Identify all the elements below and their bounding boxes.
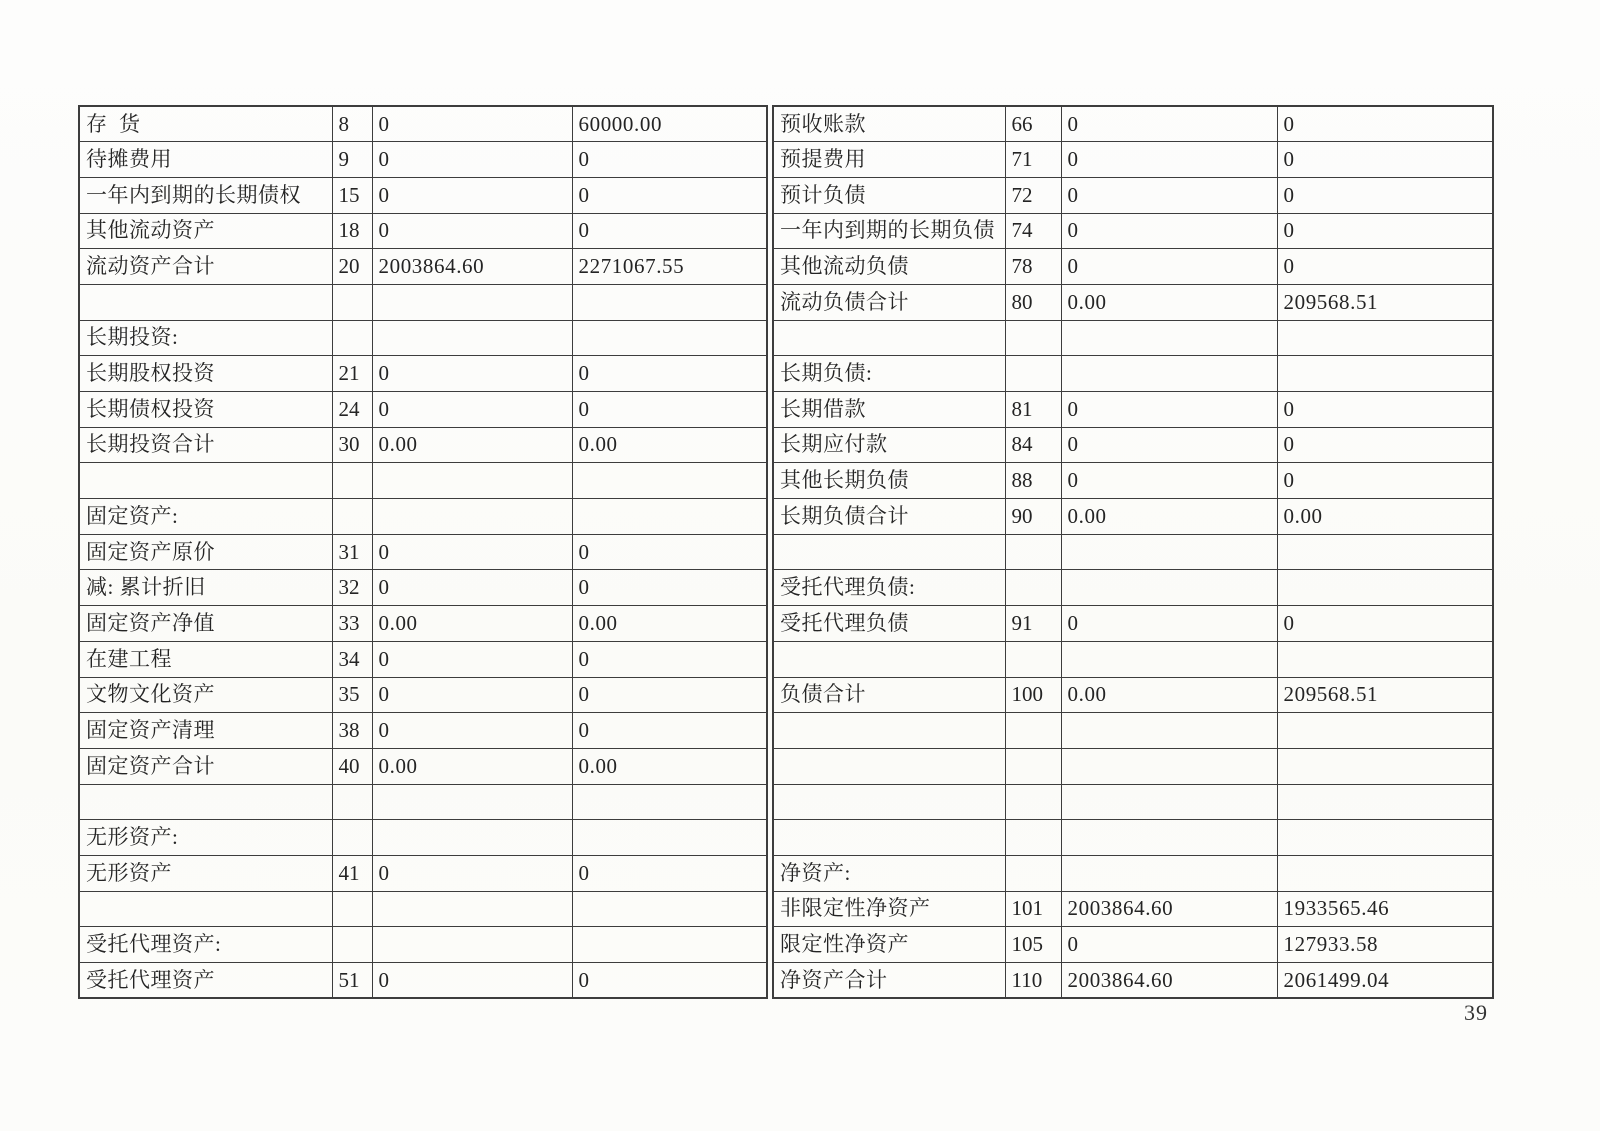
value-col2 — [572, 320, 767, 356]
table-row — [79, 891, 767, 927]
table-row — [773, 784, 1493, 820]
line-number: 9 — [332, 142, 372, 178]
value-col2: 0 — [1277, 177, 1493, 213]
row-label: 流动资产合计 — [79, 249, 332, 285]
value-col1 — [1061, 855, 1277, 891]
line-number: 40 — [332, 748, 372, 784]
line-number — [332, 927, 372, 963]
row-label: 受托代理资产: — [79, 927, 332, 963]
line-number: 32 — [332, 570, 372, 606]
balance-sheet-table — [78, 105, 1494, 999]
value-col1: 0 — [372, 855, 572, 891]
table-row — [773, 748, 1493, 784]
table-row — [79, 142, 767, 178]
line-number — [1005, 855, 1061, 891]
table-row — [773, 249, 1493, 285]
table-row — [79, 320, 767, 356]
table-row — [79, 855, 767, 891]
row-label: 长期投资合计 — [79, 427, 332, 463]
line-number: 88 — [1005, 463, 1061, 499]
line-number: 91 — [1005, 606, 1061, 642]
value-col2: 0 — [572, 142, 767, 178]
line-number — [1005, 820, 1061, 856]
line-number — [332, 463, 372, 499]
value-col2 — [1277, 855, 1493, 891]
row-label: 非限定性净资产 — [773, 891, 1005, 927]
table-row — [773, 284, 1493, 320]
page-number: 39 — [1464, 1000, 1488, 1025]
liabilities-table — [772, 105, 1494, 999]
row-label: 长期应付款 — [773, 427, 1005, 463]
table-row — [79, 499, 767, 535]
value-col1: 0 — [1061, 106, 1277, 142]
value-col2 — [1277, 534, 1493, 570]
table-row — [79, 713, 767, 749]
line-number: 38 — [332, 713, 372, 749]
line-number: 34 — [332, 641, 372, 677]
line-number — [332, 499, 372, 535]
value-col2: 0.00 — [572, 427, 767, 463]
line-number: 41 — [332, 855, 372, 891]
row-label — [79, 284, 332, 320]
table-row — [773, 891, 1493, 927]
row-label: 长期债权投资 — [79, 392, 332, 428]
row-label: 减: 累计折旧 — [79, 570, 332, 606]
value-col2: 1933565.46 — [1277, 891, 1493, 927]
table-row — [79, 570, 767, 606]
value-col1: 0 — [1061, 177, 1277, 213]
row-label: 固定资产清理 — [79, 713, 332, 749]
value-col1 — [372, 320, 572, 356]
value-col2: 0 — [572, 392, 767, 428]
line-number: 84 — [1005, 427, 1061, 463]
value-col1: 0.00 — [1061, 284, 1277, 320]
row-label: 存 货 — [79, 106, 332, 142]
row-label: 固定资产: — [79, 499, 332, 535]
value-col1: 0 — [372, 641, 572, 677]
value-col1: 0 — [372, 677, 572, 713]
value-col2: 0 — [572, 213, 767, 249]
value-col1: 0.00 — [372, 427, 572, 463]
value-col2 — [1277, 784, 1493, 820]
line-number: 74 — [1005, 213, 1061, 249]
line-number: 51 — [332, 963, 372, 999]
line-number — [1005, 570, 1061, 606]
table-row — [773, 927, 1493, 963]
row-label: 预提费用 — [773, 142, 1005, 178]
value-col1: 0.00 — [1061, 677, 1277, 713]
table-row — [79, 249, 767, 285]
value-col2: 0 — [572, 570, 767, 606]
value-col2: 0 — [1277, 606, 1493, 642]
table-row — [79, 356, 767, 392]
line-number — [332, 284, 372, 320]
table-row — [773, 356, 1493, 392]
line-number — [332, 784, 372, 820]
row-label — [773, 784, 1005, 820]
row-label: 净资产合计 — [773, 963, 1005, 999]
value-col2: 0 — [572, 534, 767, 570]
line-number — [1005, 534, 1061, 570]
value-col2 — [1277, 713, 1493, 749]
line-number: 78 — [1005, 249, 1061, 285]
value-col1: 0 — [372, 106, 572, 142]
table-row — [773, 606, 1493, 642]
value-col1 — [1061, 641, 1277, 677]
line-number: 101 — [1005, 891, 1061, 927]
table-row — [79, 106, 767, 142]
row-label — [773, 748, 1005, 784]
value-col1: 0.00 — [372, 606, 572, 642]
table-row — [773, 641, 1493, 677]
line-number — [332, 820, 372, 856]
row-label: 预计负债 — [773, 177, 1005, 213]
row-label: 长期借款 — [773, 392, 1005, 428]
value-col1 — [372, 463, 572, 499]
value-col1: 0 — [1061, 249, 1277, 285]
line-number: 66 — [1005, 106, 1061, 142]
value-col1: 0.00 — [1061, 499, 1277, 535]
value-col2: 0 — [1277, 392, 1493, 428]
value-col1 — [372, 284, 572, 320]
value-col2: 209568.51 — [1277, 677, 1493, 713]
row-label: 一年内到期的长期负债 — [773, 213, 1005, 249]
value-col2: 209568.51 — [1277, 284, 1493, 320]
line-number — [1005, 713, 1061, 749]
table-row — [79, 177, 767, 213]
value-col2: 2271067.55 — [572, 249, 767, 285]
row-label: 受托代理负债: — [773, 570, 1005, 606]
line-number — [332, 891, 372, 927]
value-col2 — [1277, 320, 1493, 356]
value-col1: 2003864.60 — [1061, 891, 1277, 927]
row-label: 长期负债: — [773, 356, 1005, 392]
table-row — [773, 677, 1493, 713]
value-col1: 0 — [1061, 213, 1277, 249]
line-number — [1005, 784, 1061, 820]
value-col2: 0 — [1277, 213, 1493, 249]
value-col1 — [1061, 534, 1277, 570]
row-label: 受托代理资产 — [79, 963, 332, 999]
value-col1 — [1061, 820, 1277, 856]
value-col1 — [372, 820, 572, 856]
table-row — [79, 963, 767, 999]
line-number: 21 — [332, 356, 372, 392]
table-row — [79, 784, 767, 820]
value-col2: 0.00 — [572, 606, 767, 642]
row-label: 长期负债合计 — [773, 499, 1005, 535]
row-label — [773, 820, 1005, 856]
value-col2 — [572, 499, 767, 535]
table-row — [79, 641, 767, 677]
value-col1 — [1061, 748, 1277, 784]
value-col1: 0 — [372, 713, 572, 749]
line-number: 110 — [1005, 963, 1061, 999]
row-label: 长期股权投资 — [79, 356, 332, 392]
row-label: 固定资产合计 — [79, 748, 332, 784]
value-col2: 0 — [1277, 142, 1493, 178]
value-col2 — [1277, 570, 1493, 606]
value-col2: 2061499.04 — [1277, 963, 1493, 999]
table-row — [79, 284, 767, 320]
row-label: 预收账款 — [773, 106, 1005, 142]
row-label: 受托代理负债 — [773, 606, 1005, 642]
row-label — [773, 320, 1005, 356]
line-number: 71 — [1005, 142, 1061, 178]
value-col2: 0 — [572, 855, 767, 891]
table-row — [79, 820, 767, 856]
line-number: 15 — [332, 177, 372, 213]
row-label — [773, 713, 1005, 749]
row-label: 无形资产 — [79, 855, 332, 891]
table-row — [773, 463, 1493, 499]
line-number: 105 — [1005, 927, 1061, 963]
value-col1: 0 — [1061, 463, 1277, 499]
value-col2: 0 — [1277, 106, 1493, 142]
line-number — [332, 320, 372, 356]
value-col1 — [1061, 320, 1277, 356]
table-row — [79, 463, 767, 499]
row-label: 流动负债合计 — [773, 284, 1005, 320]
line-number: 8 — [332, 106, 372, 142]
row-label: 其他流动资产 — [79, 213, 332, 249]
value-col1: 0 — [372, 142, 572, 178]
value-col2 — [572, 820, 767, 856]
table-row — [773, 820, 1493, 856]
line-number: 81 — [1005, 392, 1061, 428]
table-row — [773, 499, 1493, 535]
value-col1: 0 — [1061, 606, 1277, 642]
value-col1: 0 — [372, 392, 572, 428]
line-number: 20 — [332, 249, 372, 285]
line-number: 100 — [1005, 677, 1061, 713]
value-col2: 0 — [572, 713, 767, 749]
table-row — [773, 963, 1493, 999]
table-row — [79, 213, 767, 249]
value-col2 — [572, 784, 767, 820]
value-col2: 60000.00 — [572, 106, 767, 142]
value-col1 — [372, 891, 572, 927]
value-col2 — [1277, 748, 1493, 784]
value-col2 — [1277, 820, 1493, 856]
row-label: 固定资产原价 — [79, 534, 332, 570]
table-row — [79, 748, 767, 784]
table-row — [773, 855, 1493, 891]
value-col1: 0 — [372, 570, 572, 606]
row-label: 长期投资: — [79, 320, 332, 356]
line-number: 72 — [1005, 177, 1061, 213]
value-col2: 0 — [1277, 249, 1493, 285]
row-label: 固定资产净值 — [79, 606, 332, 642]
value-col2: 127933.58 — [1277, 927, 1493, 963]
value-col2: 0 — [572, 177, 767, 213]
assets-table — [78, 105, 768, 999]
table-row — [773, 392, 1493, 428]
value-col2 — [572, 927, 767, 963]
value-col1 — [372, 499, 572, 535]
value-col1: 0 — [372, 177, 572, 213]
row-label: 其他流动负债 — [773, 249, 1005, 285]
value-col1: 2003864.60 — [1061, 963, 1277, 999]
value-col1 — [372, 927, 572, 963]
value-col1: 0 — [1061, 427, 1277, 463]
value-col1 — [1061, 784, 1277, 820]
table-row — [79, 392, 767, 428]
row-label: 一年内到期的长期债权 — [79, 177, 332, 213]
table-row — [773, 534, 1493, 570]
value-col2: 0 — [1277, 427, 1493, 463]
value-col2 — [1277, 356, 1493, 392]
value-col1 — [1061, 356, 1277, 392]
value-col2: 0 — [572, 963, 767, 999]
table-row — [773, 713, 1493, 749]
value-col1 — [1061, 713, 1277, 749]
value-col1: 0 — [372, 534, 572, 570]
table-row — [773, 570, 1493, 606]
table-row — [773, 320, 1493, 356]
value-col1 — [372, 784, 572, 820]
row-label: 净资产: — [773, 855, 1005, 891]
row-label — [773, 641, 1005, 677]
value-col2: 0 — [572, 641, 767, 677]
line-number: 31 — [332, 534, 372, 570]
row-label: 其他长期负债 — [773, 463, 1005, 499]
table-row — [773, 213, 1493, 249]
table-row — [773, 142, 1493, 178]
value-col2: 0 — [1277, 463, 1493, 499]
row-label — [773, 534, 1005, 570]
line-number: 30 — [332, 427, 372, 463]
table-row — [773, 106, 1493, 142]
value-col1 — [1061, 570, 1277, 606]
value-col1: 0 — [1061, 392, 1277, 428]
line-number — [1005, 320, 1061, 356]
row-label: 文物文化资产 — [79, 677, 332, 713]
table-row — [773, 427, 1493, 463]
row-label: 在建工程 — [79, 641, 332, 677]
table-row — [79, 927, 767, 963]
table-row — [79, 534, 767, 570]
value-col1: 0 — [1061, 142, 1277, 178]
line-number: 24 — [332, 392, 372, 428]
table-row — [79, 606, 767, 642]
line-number: 90 — [1005, 499, 1061, 535]
value-col2: 0 — [572, 677, 767, 713]
table-row — [773, 177, 1493, 213]
value-col2: 0 — [572, 356, 767, 392]
row-label — [79, 891, 332, 927]
row-label: 负债合计 — [773, 677, 1005, 713]
value-col1: 0 — [372, 213, 572, 249]
line-number — [1005, 641, 1061, 677]
row-label: 待摊费用 — [79, 142, 332, 178]
line-number: 35 — [332, 677, 372, 713]
table-row — [79, 427, 767, 463]
row-label — [79, 784, 332, 820]
value-col2 — [1277, 641, 1493, 677]
value-col1: 0 — [372, 963, 572, 999]
value-col1: 0.00 — [372, 748, 572, 784]
line-number: 80 — [1005, 284, 1061, 320]
line-number: 18 — [332, 213, 372, 249]
line-number — [1005, 356, 1061, 392]
row-label: 无形资产: — [79, 820, 332, 856]
row-label: 限定性净资产 — [773, 927, 1005, 963]
value-col2 — [572, 463, 767, 499]
line-number — [1005, 748, 1061, 784]
value-col1: 0 — [1061, 927, 1277, 963]
row-label — [79, 463, 332, 499]
line-number: 33 — [332, 606, 372, 642]
table-row — [79, 677, 767, 713]
value-col1: 2003864.60 — [372, 249, 572, 285]
value-col2: 0.00 — [572, 748, 767, 784]
value-col1: 0 — [372, 356, 572, 392]
value-col2 — [572, 891, 767, 927]
value-col2: 0.00 — [1277, 499, 1493, 535]
value-col2 — [572, 284, 767, 320]
